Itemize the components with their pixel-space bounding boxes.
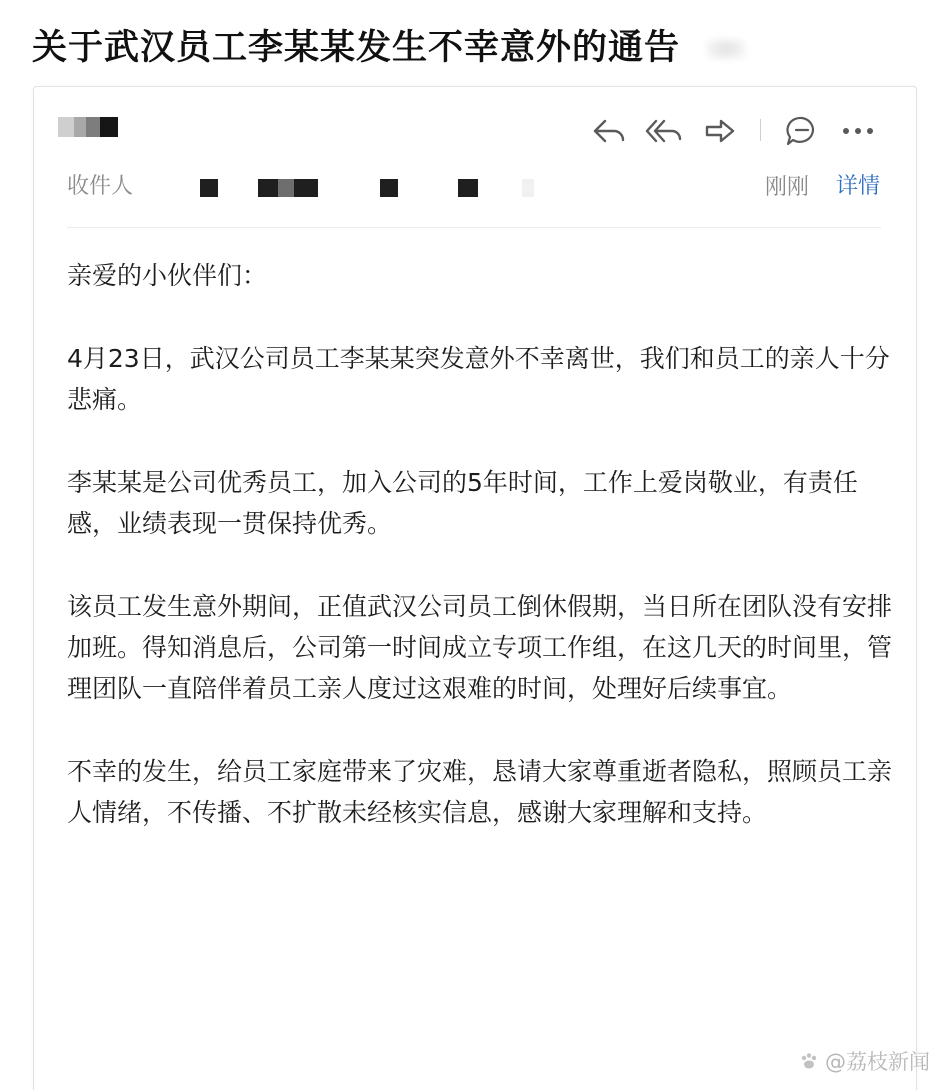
reply-button[interactable] (589, 111, 629, 151)
watermark-text: @荔枝新闻 (825, 1050, 930, 1074)
body-paragraph: 李某某是公司优秀员工，加入公司的5年时间，工作上爱岗敬业，有责任感，业绩表现一贯保持优秀。 (67, 468, 858, 538)
body-paragraph: 不幸的发生，给员工家庭带来了灾难，恳请大家尊重逝者隐私，照顾员工亲人情绪，不传播、不扩散未经核实信息，感谢大家理解和支持。 (67, 757, 893, 827)
mosaic-block (58, 117, 74, 137)
recipient-redacted[interactable] (258, 179, 278, 197)
subject-redaction (706, 38, 746, 60)
email-subject: 关于武汉员工李某某发生不幸意外的通告 (32, 28, 681, 68)
details-link[interactable]: 详情 (836, 174, 881, 199)
mosaic-block (74, 117, 86, 137)
email-body (67, 255, 892, 875)
greeting: 亲爱的小伙伴们： (67, 261, 268, 290)
watermark (799, 1046, 930, 1076)
reply-icon (592, 117, 626, 145)
body-paragraph: 该员工发生意外期间，正值武汉公司员工倒休假期，当日所在团队没有安排加班。得知消息后，公司第一时间成立专项工作组，在这几天的时间里，管理团队一直陪伴着员工亲人度过这艰难的时间，处理好后续事宜。 (67, 592, 893, 703)
toolbar-separator (760, 119, 761, 141)
recipient-redacted[interactable] (458, 179, 478, 197)
recipient-redacted[interactable] (278, 179, 294, 197)
mosaic-block (100, 117, 118, 137)
more-button[interactable] (838, 111, 878, 151)
header-divider (67, 227, 881, 228)
sender-redacted[interactable] (58, 117, 122, 139)
recipients-label: 收件人 (67, 174, 134, 199)
email-card (33, 86, 917, 1090)
recipient-redacted[interactable] (522, 179, 534, 197)
more-icon (841, 126, 875, 136)
chat-button[interactable] (782, 111, 822, 151)
mosaic-block (86, 117, 100, 137)
body-paragraph: 4月23日，武汉公司员工李某某突发意外不幸离世，我们和员工的亲人十分悲痛。 (67, 344, 890, 414)
sent-time: 刚刚 (765, 175, 810, 200)
recipient-redacted[interactable] (200, 179, 218, 197)
reply-all-icon (645, 117, 683, 145)
forward-icon (703, 117, 737, 145)
forward-button[interactable] (700, 111, 740, 151)
chat-bubble-icon (785, 115, 819, 147)
recipient-redacted[interactable] (380, 179, 398, 197)
recipient-redacted[interactable] (294, 179, 318, 197)
reply-all-button[interactable] (644, 111, 684, 151)
paw-icon (799, 1051, 819, 1071)
